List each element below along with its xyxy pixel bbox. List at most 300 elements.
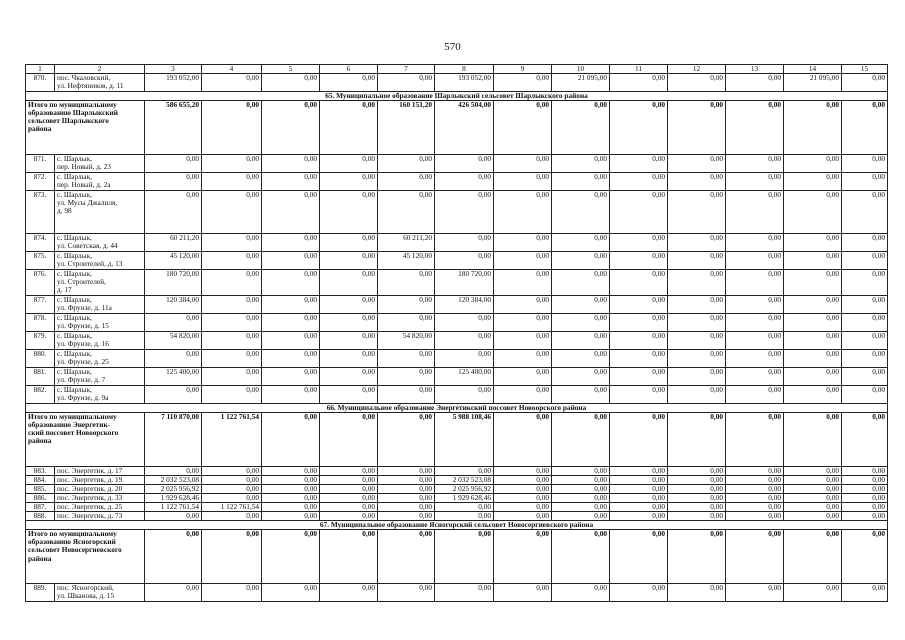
- amount-cell: 0,00: [668, 350, 726, 368]
- amount-cell: 0,00: [494, 368, 552, 386]
- amount-cell: 125 400,00: [435, 368, 494, 386]
- amount-cell: 54 820,00: [145, 332, 202, 350]
- address-cell: с. Шарлык, ул. Строителей, д. 13: [55, 252, 145, 270]
- amount-cell: 0,00: [145, 314, 202, 332]
- amount-cell: 0,00: [145, 467, 202, 476]
- table-body: [26, 65, 888, 602]
- amount-cell: 0,00: [668, 368, 726, 386]
- amount-cell: 0,00: [262, 296, 320, 314]
- amount-cell: 0,00: [262, 191, 320, 234]
- amount-cell: 0,00: [202, 476, 262, 485]
- subtotal-label: Итого по муниципальному образованию Ясногорский сельсовет Новосергиевского района: [26, 530, 145, 584]
- address-cell: с. Шарлык, ул. Фрунзе, д. 7: [55, 368, 145, 386]
- column-number: 1: [26, 65, 55, 74]
- amount-cell: 0,00: [262, 270, 320, 296]
- table-row: [26, 512, 888, 521]
- amount-cell: 0,00: [726, 503, 784, 512]
- row-number: 886.: [26, 494, 55, 503]
- address-cell: с. Шарлык, ул. Фрунзе, д. 11а: [55, 296, 145, 314]
- amount-cell: 0,00: [435, 252, 494, 270]
- amount-cell: 0,00: [320, 270, 378, 296]
- amount-cell: 125 400,00: [145, 368, 202, 386]
- amount-cell: 0,00: [435, 332, 494, 350]
- subtotal-value: 0,00: [202, 530, 262, 584]
- amount-cell: 0,00: [552, 494, 610, 503]
- amount-cell: 0,00: [842, 386, 888, 404]
- amount-cell: 0,00: [668, 512, 726, 521]
- subtotal-value: 0,00: [842, 101, 888, 155]
- amount-cell: 0,00: [494, 584, 552, 602]
- amount-cell: 0,00: [378, 155, 435, 173]
- section-header-row: [26, 521, 888, 530]
- subtotal-row: [26, 101, 888, 155]
- amount-cell: 0,00: [494, 155, 552, 173]
- amount-cell: 0,00: [494, 332, 552, 350]
- amount-cell: 0,00: [842, 332, 888, 350]
- amount-cell: 0,00: [552, 155, 610, 173]
- subtotal-value: 5 988 108,46: [435, 413, 494, 467]
- amount-cell: 0,00: [202, 296, 262, 314]
- amount-cell: 0,00: [145, 173, 202, 191]
- amount-cell: 0,00: [610, 173, 668, 191]
- amount-cell: 0,00: [378, 512, 435, 521]
- amount-cell: 0,00: [610, 512, 668, 521]
- row-number: 885.: [26, 485, 55, 494]
- amount-cell: 0,00: [494, 350, 552, 368]
- amount-cell: 0,00: [262, 74, 320, 92]
- amount-cell: 0,00: [552, 503, 610, 512]
- amount-cell: 0,00: [842, 350, 888, 368]
- amount-cell: 0,00: [202, 155, 262, 173]
- amount-cell: 0,00: [668, 332, 726, 350]
- amount-cell: 0,00: [842, 74, 888, 92]
- amount-cell: 0,00: [842, 234, 888, 252]
- amount-cell: 0,00: [320, 476, 378, 485]
- column-number: 11: [610, 65, 668, 74]
- row-number: 878.: [26, 314, 55, 332]
- table-row: [26, 314, 888, 332]
- amount-cell: 0,00: [610, 270, 668, 296]
- amount-cell: 0,00: [262, 476, 320, 485]
- amount-cell: 0,00: [262, 512, 320, 521]
- amount-cell: 0,00: [494, 270, 552, 296]
- amount-cell: 0,00: [668, 386, 726, 404]
- amount-cell: 0,00: [494, 485, 552, 494]
- amount-cell: 0,00: [262, 234, 320, 252]
- row-number: 873.: [26, 191, 55, 234]
- amount-cell: 0,00: [494, 314, 552, 332]
- amount-cell: 0,00: [202, 368, 262, 386]
- amount-cell: 0,00: [726, 173, 784, 191]
- subtotal-value: 0,00: [784, 413, 842, 467]
- amount-cell: 0,00: [435, 512, 494, 521]
- amount-cell: 0,00: [202, 332, 262, 350]
- column-number: 7: [378, 65, 435, 74]
- amount-cell: 0,00: [726, 270, 784, 296]
- amount-cell: 0,00: [262, 485, 320, 494]
- address-cell: с. Шарлык, ул. Фрунзе, д. 25: [55, 350, 145, 368]
- amount-cell: 0,00: [610, 191, 668, 234]
- amount-cell: 0,00: [552, 485, 610, 494]
- amount-cell: 0,00: [668, 314, 726, 332]
- table-row: [26, 476, 888, 485]
- amount-cell: 1 929 628,46: [435, 494, 494, 503]
- subtotal-value: 0,00: [262, 530, 320, 584]
- address-cell: с. Шарлык, ул. Фрунзе, д. 9а: [55, 386, 145, 404]
- amount-cell: 0,00: [610, 74, 668, 92]
- amount-cell: 0,00: [784, 191, 842, 234]
- amount-cell: 0,00: [610, 476, 668, 485]
- amount-cell: 0,00: [202, 386, 262, 404]
- amount-cell: 0,00: [726, 314, 784, 332]
- amount-cell: 0,00: [378, 74, 435, 92]
- subtotal-value: 426 504,00: [435, 101, 494, 155]
- address-cell: пос. Чкаловский, ул. Нефтяников, д. 11: [55, 74, 145, 92]
- amount-cell: 0,00: [610, 494, 668, 503]
- amount-cell: 0,00: [784, 234, 842, 252]
- row-number: 874.: [26, 234, 55, 252]
- subtotal-value: 0,00: [552, 413, 610, 467]
- amount-cell: 0,00: [726, 512, 784, 521]
- amount-cell: 0,00: [494, 252, 552, 270]
- amount-cell: 0,00: [202, 584, 262, 602]
- row-number: 887.: [26, 503, 55, 512]
- amount-cell: 0,00: [320, 173, 378, 191]
- amount-cell: 2 025 956,92: [435, 485, 494, 494]
- amount-cell: 0,00: [262, 368, 320, 386]
- amount-cell: 0,00: [610, 234, 668, 252]
- row-number: 883.: [26, 467, 55, 476]
- column-number: 6: [320, 65, 378, 74]
- amount-cell: 0,00: [552, 314, 610, 332]
- amount-cell: 0,00: [668, 173, 726, 191]
- amount-cell: 45 120,00: [378, 252, 435, 270]
- amount-cell: 0,00: [842, 252, 888, 270]
- column-number: 4: [202, 65, 262, 74]
- row-number: 871.: [26, 155, 55, 173]
- amount-cell: 0,00: [668, 467, 726, 476]
- address-cell: пос. Энергетик, д. 20: [55, 485, 145, 494]
- amount-cell: 0,00: [552, 332, 610, 350]
- amount-cell: 0,00: [262, 386, 320, 404]
- amount-cell: 120 384,00: [145, 296, 202, 314]
- amount-cell: 0,00: [842, 191, 888, 234]
- amount-cell: 0,00: [320, 252, 378, 270]
- amount-cell: 0,00: [378, 350, 435, 368]
- amount-cell: 0,00: [610, 584, 668, 602]
- subtotal-value: 0,00: [145, 530, 202, 584]
- table-row: [26, 503, 888, 512]
- amount-cell: 0,00: [726, 252, 784, 270]
- row-number: 877.: [26, 296, 55, 314]
- section-header-row: [26, 92, 888, 101]
- page-number: 570: [444, 41, 461, 53]
- subtotal-value: 0,00: [202, 101, 262, 155]
- address-cell: пос. Энергетик, д. 25: [55, 503, 145, 512]
- amount-cell: 0,00: [610, 368, 668, 386]
- amount-cell: 0,00: [726, 74, 784, 92]
- address-cell: с. Шарлык, ул. Мусы Джалиля, д. 98: [55, 191, 145, 234]
- amount-cell: 21 095,00: [552, 74, 610, 92]
- amount-cell: 0,00: [610, 252, 668, 270]
- amount-cell: 0,00: [784, 270, 842, 296]
- amount-cell: 0,00: [610, 503, 668, 512]
- amount-cell: 0,00: [262, 494, 320, 503]
- amount-cell: 45 120,00: [145, 252, 202, 270]
- amount-cell: 0,00: [842, 467, 888, 476]
- amount-cell: 0,00: [145, 191, 202, 234]
- amount-cell: 0,00: [842, 368, 888, 386]
- column-number: 2: [55, 65, 145, 74]
- amount-cell: 0,00: [320, 332, 378, 350]
- amount-cell: 0,00: [784, 173, 842, 191]
- table-row: [26, 332, 888, 350]
- amount-cell: 0,00: [726, 467, 784, 476]
- amount-cell: 0,00: [668, 476, 726, 485]
- amount-cell: 0,00: [610, 467, 668, 476]
- column-number: 10: [552, 65, 610, 74]
- amount-cell: 193 052,00: [435, 74, 494, 92]
- amount-cell: 0,00: [378, 584, 435, 602]
- address-cell: с. Шарлык, пер. Новый, д. 2а: [55, 173, 145, 191]
- amount-cell: 21 095,00: [784, 74, 842, 92]
- row-number: 879.: [26, 332, 55, 350]
- amount-cell: 0,00: [668, 252, 726, 270]
- table-row: [26, 368, 888, 386]
- amount-cell: 0,00: [784, 512, 842, 521]
- amount-cell: 0,00: [784, 314, 842, 332]
- table-row: [26, 296, 888, 314]
- amount-cell: 0,00: [494, 494, 552, 503]
- amount-cell: 0,00: [668, 296, 726, 314]
- amount-cell: 0,00: [435, 191, 494, 234]
- subtotal-value: 0,00: [842, 413, 888, 467]
- amount-cell: 0,00: [202, 467, 262, 476]
- amount-cell: 0,00: [668, 584, 726, 602]
- amount-cell: 0,00: [378, 476, 435, 485]
- address-cell: пос. Энергетик, д. 17: [55, 467, 145, 476]
- amount-cell: 54 820,00: [378, 332, 435, 350]
- amount-cell: 0,00: [145, 155, 202, 173]
- table-row: [26, 173, 888, 191]
- amount-cell: 0,00: [842, 173, 888, 191]
- amount-cell: 0,00: [552, 368, 610, 386]
- amount-cell: 0,00: [726, 234, 784, 252]
- subtotal-value: 0,00: [668, 101, 726, 155]
- amount-cell: 0,00: [668, 74, 726, 92]
- register-table: [25, 64, 888, 602]
- amount-cell: 0,00: [784, 467, 842, 476]
- subtotal-value: 0,00: [378, 413, 435, 467]
- amount-cell: 0,00: [610, 314, 668, 332]
- address-cell: с. Шарлык, ул. Советская, д. 44: [55, 234, 145, 252]
- amount-cell: 0,00: [435, 350, 494, 368]
- amount-cell: 0,00: [320, 314, 378, 332]
- amount-cell: 0,00: [726, 191, 784, 234]
- table-row: [26, 485, 888, 494]
- amount-cell: 0,00: [842, 155, 888, 173]
- amount-cell: 0,00: [202, 74, 262, 92]
- column-number: 8: [435, 65, 494, 74]
- amount-cell: 0,00: [552, 191, 610, 234]
- amount-cell: 0,00: [784, 296, 842, 314]
- amount-cell: 0,00: [552, 296, 610, 314]
- subtotal-value: 0,00: [552, 530, 610, 584]
- amount-cell: 0,00: [784, 252, 842, 270]
- column-number: 5: [262, 65, 320, 74]
- column-number: 9: [494, 65, 552, 74]
- amount-cell: 0,00: [494, 74, 552, 92]
- register-table-wrapper: [25, 64, 888, 602]
- amount-cell: 0,00: [552, 252, 610, 270]
- amount-cell: 0,00: [726, 386, 784, 404]
- table-row: [26, 234, 888, 252]
- table-row: [26, 270, 888, 296]
- amount-cell: 0,00: [668, 270, 726, 296]
- amount-cell: 0,00: [784, 386, 842, 404]
- table-row: [26, 155, 888, 173]
- amount-cell: 0,00: [610, 155, 668, 173]
- amount-cell: 0,00: [378, 296, 435, 314]
- amount-cell: 0,00: [784, 155, 842, 173]
- amount-cell: 0,00: [320, 296, 378, 314]
- amount-cell: 0,00: [726, 368, 784, 386]
- amount-cell: 0,00: [145, 512, 202, 521]
- amount-cell: 0,00: [435, 503, 494, 512]
- amount-cell: 0,00: [320, 485, 378, 494]
- amount-cell: 1 122 761,54: [145, 503, 202, 512]
- amount-cell: 0,00: [262, 467, 320, 476]
- section-title: 67. Муниципальное образование Ясногорский сельсовет Новосергиевского района: [26, 521, 888, 530]
- amount-cell: 0,00: [202, 234, 262, 252]
- amount-cell: 0,00: [494, 467, 552, 476]
- amount-cell: 0,00: [494, 386, 552, 404]
- amount-cell: 0,00: [784, 494, 842, 503]
- subtotal-row: [26, 413, 888, 467]
- subtotal-value: 0,00: [610, 101, 668, 155]
- table-row: [26, 494, 888, 503]
- subtotal-value: 0,00: [610, 413, 668, 467]
- amount-cell: 0,00: [320, 191, 378, 234]
- amount-cell: 0,00: [842, 476, 888, 485]
- column-number-row: [26, 65, 888, 74]
- amount-cell: 60 211,20: [378, 234, 435, 252]
- amount-cell: 0,00: [320, 494, 378, 503]
- amount-cell: 0,00: [842, 485, 888, 494]
- amount-cell: 1 122 761,54: [202, 503, 262, 512]
- amount-cell: 0,00: [610, 296, 668, 314]
- amount-cell: 0,00: [320, 467, 378, 476]
- amount-cell: 0,00: [668, 234, 726, 252]
- amount-cell: 0,00: [262, 252, 320, 270]
- row-number: 872.: [26, 173, 55, 191]
- row-number: 875.: [26, 252, 55, 270]
- amount-cell: 0,00: [378, 368, 435, 386]
- subtotal-value: 0,00: [494, 101, 552, 155]
- amount-cell: 0,00: [320, 512, 378, 521]
- amount-cell: 0,00: [320, 386, 378, 404]
- amount-cell: 0,00: [668, 503, 726, 512]
- subtotal-label: Итого по муниципальному образованию Энергетик- ский поссовет Новоорского района: [26, 413, 145, 467]
- row-number: 870.: [26, 74, 55, 92]
- amount-cell: 0,00: [378, 494, 435, 503]
- column-number: 15: [842, 65, 888, 74]
- amount-cell: 0,00: [552, 234, 610, 252]
- amount-cell: 0,00: [262, 314, 320, 332]
- table-row: [26, 467, 888, 476]
- amount-cell: 0,00: [435, 386, 494, 404]
- amount-cell: 180 720,00: [435, 270, 494, 296]
- address-cell: с. Шарлык, пер. Новый, д. 23: [55, 155, 145, 173]
- amount-cell: 0,00: [378, 191, 435, 234]
- amount-cell: 0,00: [842, 494, 888, 503]
- amount-cell: 0,00: [202, 173, 262, 191]
- amount-cell: 0,00: [320, 74, 378, 92]
- amount-cell: 2 032 523,08: [145, 476, 202, 485]
- subtotal-value: 0,00: [726, 101, 784, 155]
- table-row: [26, 386, 888, 404]
- amount-cell: 0,00: [262, 173, 320, 191]
- amount-cell: 0,00: [202, 485, 262, 494]
- amount-cell: 0,00: [668, 155, 726, 173]
- amount-cell: 120 384,00: [435, 296, 494, 314]
- amount-cell: 0,00: [262, 350, 320, 368]
- address-cell: пос. Энергетик, д. 73: [55, 512, 145, 521]
- amount-cell: 0,00: [842, 512, 888, 521]
- amount-cell: 0,00: [726, 296, 784, 314]
- amount-cell: 180 720,00: [145, 270, 202, 296]
- amount-cell: 0,00: [842, 503, 888, 512]
- address-cell: пос. Энергетик, д. 33: [55, 494, 145, 503]
- amount-cell: 0,00: [202, 191, 262, 234]
- amount-cell: 0,00: [145, 584, 202, 602]
- subtotal-value: 0,00: [320, 530, 378, 584]
- amount-cell: 0,00: [378, 173, 435, 191]
- amount-cell: 0,00: [435, 467, 494, 476]
- amount-cell: 0,00: [552, 270, 610, 296]
- section-title: 65. Муниципальное образование Шарлыкский сельсовет Шарлыкского района: [26, 92, 888, 101]
- subtotal-value: 0,00: [726, 413, 784, 467]
- amount-cell: 0,00: [610, 485, 668, 494]
- address-cell: пос. Энергетик, д. 19: [55, 476, 145, 485]
- amount-cell: 0,00: [435, 314, 494, 332]
- amount-cell: 0,00: [378, 270, 435, 296]
- amount-cell: 0,00: [202, 494, 262, 503]
- amount-cell: 0,00: [378, 485, 435, 494]
- amount-cell: 0,00: [378, 386, 435, 404]
- amount-cell: 0,00: [842, 584, 888, 602]
- amount-cell: 0,00: [494, 503, 552, 512]
- amount-cell: 0,00: [378, 503, 435, 512]
- amount-cell: 0,00: [202, 512, 262, 521]
- amount-cell: 0,00: [784, 368, 842, 386]
- amount-cell: 0,00: [494, 173, 552, 191]
- row-number: 884.: [26, 476, 55, 485]
- amount-cell: 0,00: [494, 476, 552, 485]
- table-row: [26, 74, 888, 92]
- amount-cell: 0,00: [668, 191, 726, 234]
- amount-cell: 0,00: [494, 234, 552, 252]
- amount-cell: 0,00: [262, 584, 320, 602]
- subtotal-label: Итого по муниципальному образованию Шарлыкский сельсовет Шарлыкского района: [26, 101, 145, 155]
- amount-cell: 0,00: [320, 350, 378, 368]
- amount-cell: 0,00: [842, 270, 888, 296]
- subtotal-value: 7 110 870,00: [145, 413, 202, 467]
- amount-cell: 0,00: [726, 332, 784, 350]
- amount-cell: 0,00: [784, 476, 842, 485]
- amount-cell: 0,00: [320, 155, 378, 173]
- column-number: 3: [145, 65, 202, 74]
